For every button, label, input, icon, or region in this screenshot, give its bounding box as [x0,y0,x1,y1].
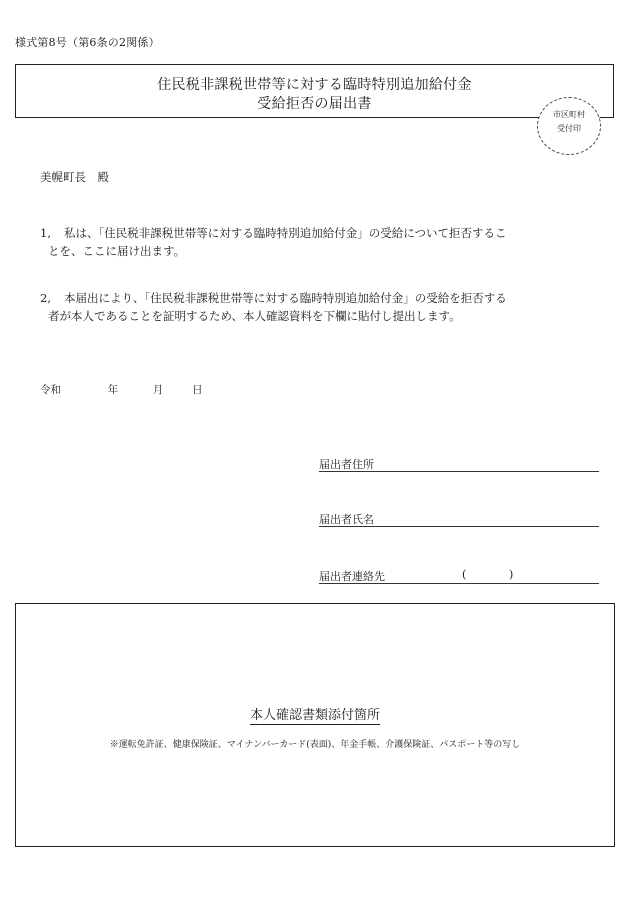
date-day: 日 [192,384,203,396]
paragraph-text-line1: 本届出により、「住民税非課税世帯等に対する臨時特別追加給付金」の受給を拒否する [64,291,507,305]
stamp-label-reception: 受付印 [557,124,581,133]
document-title-line2: 受給拒否の届出書 [257,96,372,112]
stamp-label-municipality: 市区町村 [553,110,585,119]
paragraph-text-line2: とを、ここに届け出ます。 [48,244,186,258]
paragraph-text-line1: 私は、「住民税非課税世帯等に対する臨時特別追加給付金」の受給について拒否するこ [64,226,507,240]
date-month: 月 [152,384,164,396]
addressee: 美幌町長 殿 [40,170,109,184]
document-title-line1: 住民税非課税世帯等に対する臨時特別追加給付金 [157,77,472,93]
applicant-name-label: 届出者氏名 [319,513,374,526]
title-box [15,64,614,118]
paragraph-number: 1, [40,226,51,240]
applicant-contact-label: 届出者連絡先 [319,570,385,583]
attachment-note: ※運転免許証、健康保険証、マイナンバーカード(表面)、年金手帳、介護保険証、パスポート等の写し [109,740,521,750]
date-era: 令和 [40,384,61,396]
attachment-title-text: 本人確認書類添付箇所 [249,708,380,723]
date-field[interactable] [40,382,203,397]
applicant-address-label: 届出者住所 [319,458,374,471]
applicant-address-field[interactable] [319,453,599,472]
contact-paren-close: ) [509,568,514,581]
declaration-paragraph-1 [40,224,590,260]
attachment-title [16,704,614,723]
reception-stamp-area [537,97,601,155]
contact-paren-open: ( [462,568,467,581]
date-year: 年 [107,384,119,396]
id-document-attachment-area[interactable] [15,603,615,847]
paragraph-number: 2, [40,291,51,305]
applicant-contact-field[interactable] [319,565,599,584]
applicant-name-field[interactable] [319,508,599,527]
form-number: 様式第8号（第6条の2関係） [15,36,160,49]
declaration-paragraph-2 [40,289,590,325]
paragraph-text-line2: 者が本人であることを証明するため、本人確認資料を下欄に貼付し提出します。 [48,309,461,323]
